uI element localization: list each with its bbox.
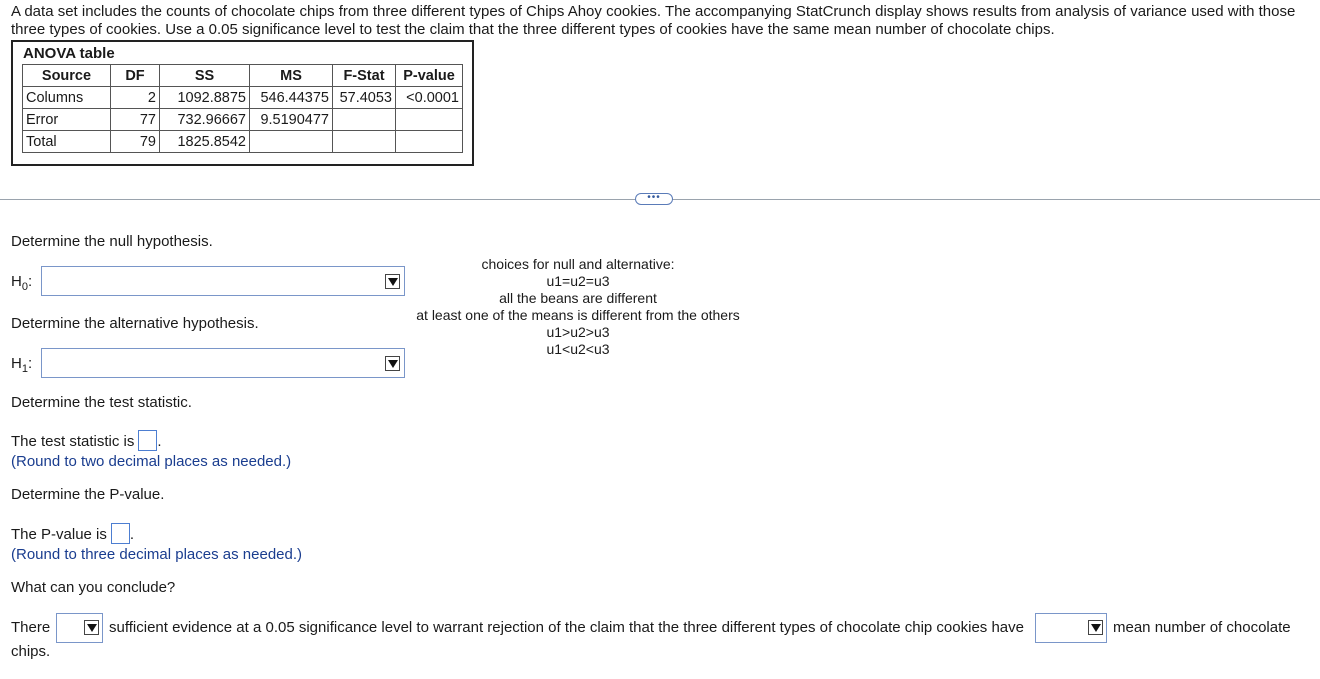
header-fstat: F-Stat — [333, 65, 396, 87]
table-row — [23, 109, 463, 131]
null-hypothesis-question: Determine the null hypothesis. — [11, 233, 213, 250]
cell-pvalue: <0.0001 — [396, 87, 463, 109]
cell-ss: 732.96667 — [160, 109, 250, 131]
test-statistic-line — [11, 430, 162, 451]
conclusion-text-middle: sufficient evidence at a 0.05 significance level to warrant rejection of the claim that the three different types of chocolate chip cookies have — [109, 619, 1024, 636]
problem-statement: A data set includes the counts of chocolate chips from three different types of Chips Ahoy cookies. The accompanying StatCrunch display shows results from analysis of variance used with those three types of cookies. Use a 0.05 significance level to test the claim that the three different types of cookies have the same mean number of chocolate chips. — [11, 3, 1296, 38]
period: . — [129, 526, 135, 543]
cell-ms: 9.5190477 — [250, 109, 333, 131]
cell-source: Total — [23, 131, 111, 153]
h1-colon: : — [27, 355, 33, 372]
table-row — [23, 131, 463, 153]
test-statistic-hint: (Round to two decimal places as needed.) — [11, 453, 292, 470]
header-source: Source — [23, 65, 111, 87]
mean-comparison-dropdown[interactable] — [1035, 613, 1107, 643]
h1-dropdown[interactable] — [41, 348, 405, 378]
h0-colon: : — [27, 273, 33, 290]
header-df: DF — [111, 65, 160, 87]
cell-source: Columns — [23, 87, 111, 109]
h0-label — [11, 273, 32, 293]
cell-df: 2 — [111, 87, 160, 109]
chevron-down-icon[interactable] — [385, 356, 400, 371]
choice-item: at least one of the means is different from the others — [416, 307, 740, 323]
cell-ss: 1092.8875 — [160, 87, 250, 109]
header-ms: MS — [250, 65, 333, 87]
pvalue-prompt: The P-value is — [11, 526, 107, 543]
pvalue-line — [11, 523, 134, 544]
pvalue-input[interactable] — [111, 523, 130, 544]
test-statistic-prompt: The test statistic is — [11, 433, 135, 450]
cell-fstat — [333, 109, 396, 131]
hypothesis-choices-note — [408, 256, 748, 358]
conclusion-question: What can you conclude? — [11, 579, 176, 596]
cell-ms — [250, 131, 333, 153]
h0-subscript: 0 — [21, 281, 28, 293]
anova-table-title: ANOVA table — [23, 45, 115, 62]
cell-source: Error — [23, 109, 111, 131]
cell-fstat: 57.4053 — [333, 87, 396, 109]
test-statistic-input[interactable] — [138, 430, 157, 451]
h0-letter: H — [11, 273, 22, 290]
cell-ss: 1825.8542 — [160, 131, 250, 153]
conclusion-text-there: There — [11, 619, 51, 636]
anova-table-panel — [11, 40, 474, 166]
alt-hypothesis-question: Determine the alternative hypothesis. — [11, 315, 259, 332]
conclusion-text-end: mean number of chocolate — [1113, 619, 1291, 636]
expand-more-button[interactable]: ••• — [635, 193, 673, 205]
cell-pvalue — [396, 131, 463, 153]
table-row — [23, 87, 463, 109]
header-ss: SS — [160, 65, 250, 87]
choice-item: u1=u2=u3 — [546, 273, 610, 289]
pvalue-hint: (Round to three decimal places as needed.) — [11, 546, 303, 563]
test-statistic-question: Determine the test statistic. — [11, 394, 192, 411]
evidence-dropdown[interactable] — [56, 613, 103, 643]
h0-dropdown[interactable] — [41, 266, 405, 296]
chevron-down-icon[interactable] — [1088, 620, 1103, 635]
chevron-down-icon[interactable] — [84, 620, 99, 635]
cell-pvalue — [396, 109, 463, 131]
choices-heading: choices for null and alternative: — [481, 256, 675, 272]
pvalue-question: Determine the P-value. — [11, 486, 165, 503]
cell-df: 79 — [111, 131, 160, 153]
period: . — [157, 433, 162, 450]
conclusion-text-chips: chips. — [11, 643, 51, 660]
choice-item: u1<u2<u3 — [546, 341, 610, 357]
choice-item: u1>u2>u3 — [546, 324, 610, 340]
cell-ms: 546.44375 — [250, 87, 333, 109]
anova-table — [22, 64, 463, 153]
table-header-row — [23, 65, 463, 87]
cell-fstat — [333, 131, 396, 153]
h1-subscript: 1 — [21, 363, 28, 375]
header-pvalue: P-value — [396, 65, 463, 87]
h1-letter: H — [11, 355, 22, 372]
chevron-down-icon[interactable] — [385, 274, 400, 289]
choice-item: all the beans are different — [499, 290, 657, 306]
h1-label — [11, 355, 32, 375]
cell-df: 77 — [111, 109, 160, 131]
